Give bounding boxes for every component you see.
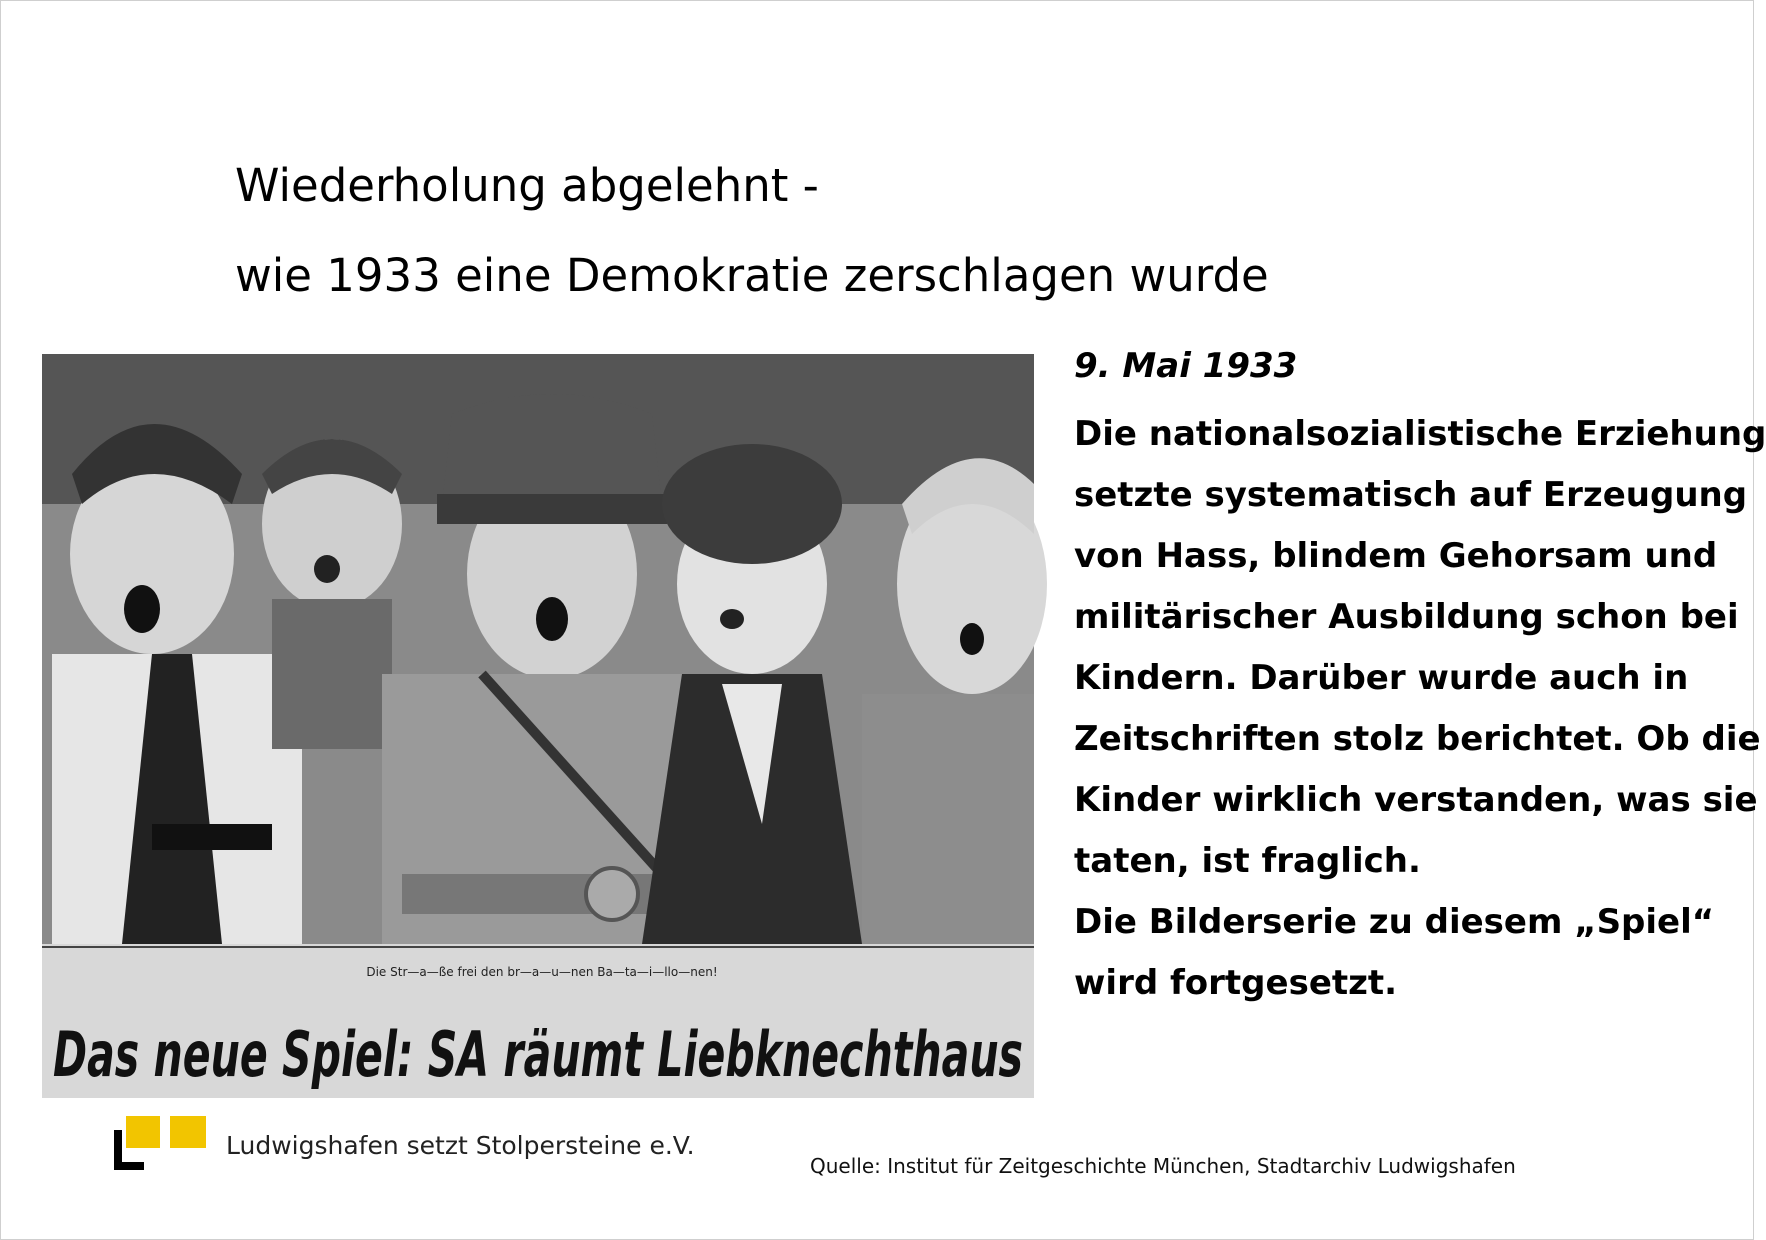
body-line: wird fortgesetzt. xyxy=(1074,963,1398,1003)
source-note: Quelle: Institut für Zeitgeschichte München, Stadtarchiv Ludwigshafen xyxy=(810,1154,1516,1178)
body-line: taten, ist fraglich. xyxy=(1074,841,1421,881)
historical-photo xyxy=(42,354,1034,1098)
body-text xyxy=(1074,404,1766,1014)
body-line: militärischer Ausbildung schon bei xyxy=(1074,597,1739,637)
photo-headline: Das neue Spiel: SA räumt Liebknechthaus xyxy=(53,1018,1023,1091)
photo-caption-small: Die Str—a—ße frei den br—a—u—nen Ba—ta—i—llo—nen! xyxy=(366,965,718,979)
page-title-line-2: wie 1933 eine Demokratie zerschlagen wurde xyxy=(235,249,1269,302)
stolpersteine-logo xyxy=(114,1116,208,1170)
body-line: von Hass, blindem Gehorsam und xyxy=(1074,536,1718,576)
body-line: Zeitschriften stolz berichtet. Ob die xyxy=(1074,719,1761,759)
body-line: setzte systematisch auf Erzeugung xyxy=(1074,475,1748,515)
date-heading: 9. Mai 1933 xyxy=(1074,346,1298,386)
body-line: Kindern. Darüber wurde auch in xyxy=(1074,658,1689,698)
body-line: Die Bilderserie zu diesem „Spiel“ xyxy=(1074,902,1715,942)
organization-name: Ludwigshafen setzt Stolpersteine e.V. xyxy=(226,1131,695,1160)
page-title-line-1: Wiederholung abgelehnt - xyxy=(235,159,819,212)
body-line: Die nationalsozialistische Erziehung xyxy=(1074,414,1766,454)
body-line: Kinder wirklich verstanden, was sie xyxy=(1074,780,1758,820)
